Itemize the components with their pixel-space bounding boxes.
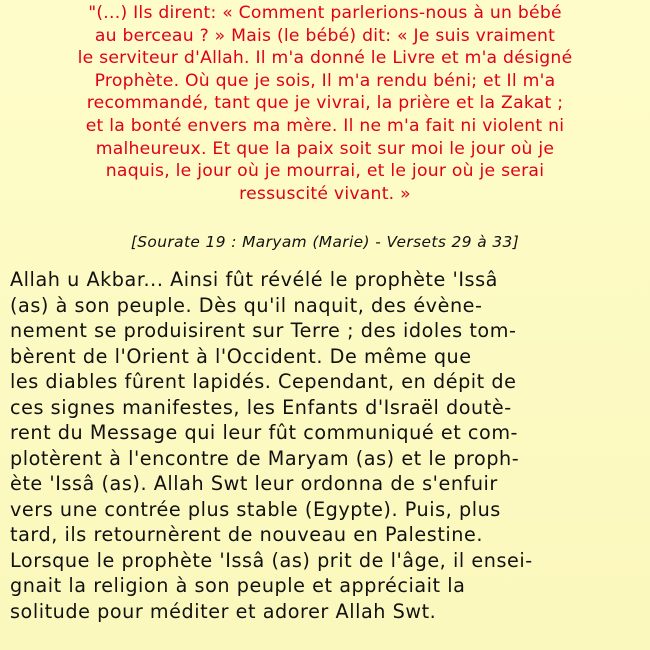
quote-line: "(...) Ils dirent: « Comment parlerions-nous à un bébé <box>88 3 562 23</box>
quote-line: et la bonté envers ma mère. Il ne m'a fait ni violent ni <box>85 115 565 136</box>
quran-quote <box>12 2 638 205</box>
body-line: (as) à son peuple. Dès qu'il naquit, des évène- <box>10 293 483 317</box>
body-line: les diables fûrent lapidés. Cependant, en dépit de <box>10 370 517 393</box>
body-line: tard, ils retournèrent de nouveau en Palestine. <box>10 523 483 546</box>
body-line: nement se produisirent sur Terre ; des idoles tom- <box>10 319 517 342</box>
body-line: ces signes manifestes, les Enfants d'Israël doutè- <box>10 395 512 419</box>
body-line: plotèrent à l'encontre de Maryam (as) et le proph- <box>10 446 520 470</box>
quote-line: malheureux. Et que la paix soit sur moi le jour où je <box>95 138 555 159</box>
quote-line: naquis, le jour où je mourrai, et le jour où je serai <box>105 161 545 182</box>
body-line: ète 'Issâ (as). Allah Swt leur ordonna de s'enfuir <box>10 472 498 495</box>
body-line: Lorsque le prophète 'Issâ (as) prit de l'âge, il ensei- <box>10 548 533 572</box>
body-line: rent du Message qui leur fût communiqué et com- <box>10 421 519 444</box>
quote-line: recommandé, tant que je vivrai, la prière et la Zakat ; <box>86 93 564 114</box>
quote-line: au berceau ? » Mais (le bébé) dit: « Je suis vraiment <box>94 25 556 46</box>
quote-line: ressuscité vivant. » <box>239 183 411 204</box>
quote-line: le serviteur d'Allah. Il m'a donné le Livre et m'a désigné <box>77 48 573 69</box>
body-line: bèrent de l'Orient à l'Occident. De même que <box>10 344 472 368</box>
body-line: gnait la religion à son peuple et appréciait la <box>10 574 466 597</box>
body-line: solitude pour méditer et adorer Allah Swt. <box>10 599 437 623</box>
body-line: vers une contrée plus stable (Egypte). Puis, plus <box>10 497 501 521</box>
body-paragraph <box>10 267 640 624</box>
verse-reference: [Sourate 19 : Maryam (Marie) - Versets 29 à 33] <box>130 233 520 251</box>
body-line: Allah u Akbar... Ainsi fût révélé le prophète 'Issâ <box>10 268 498 291</box>
quote-line: Prophète. Où que je sois, Il m'a rendu béni; et Il m'a <box>94 70 556 91</box>
